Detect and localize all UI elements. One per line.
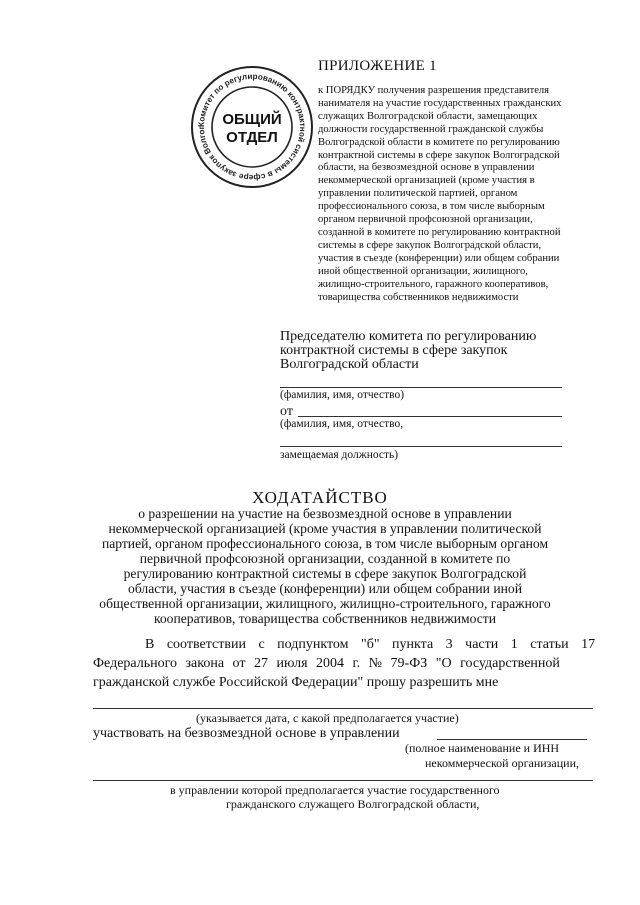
- appendix-line: некоммерческой организацией (кроме участия в: [318, 175, 535, 187]
- petition-subject: [60, 506, 590, 626]
- subject-line: общественной организации, жилищного, жилищно-строительного, гаражного: [99, 596, 551, 611]
- body-line-1: В соответствии с подпунктом "б" пункта 3 части 1 статьи 17: [145, 637, 596, 652]
- appendix-line: профессионального союза, в том числе выборным: [318, 201, 545, 213]
- subject-line: области, участия в съезде (конференции) или общем собрании иной: [128, 581, 522, 596]
- appendix-line: Волгоградской области в комитете по регулированию: [318, 136, 560, 148]
- applicant-name-field[interactable]: [298, 416, 562, 417]
- appendix-reference: [318, 85, 618, 304]
- general-department-stamp: [187, 62, 317, 192]
- addressee-line: Председателю комитета по регулированию: [280, 329, 537, 344]
- from-label: от: [280, 404, 293, 419]
- appendix-line: области, на безвозмездной основе в управлении: [318, 162, 535, 174]
- subject-line: о разрешении на участие на безвозмездной основе в управлении: [138, 506, 512, 521]
- organization-name-field[interactable]: [437, 739, 587, 740]
- applicant-position-caption: замещаемая должность): [280, 449, 399, 461]
- appendix-line: жилищно-строительного, гаражного кооперативов,: [318, 278, 549, 290]
- addressee-name-caption: (фамилия, имя, отчество): [280, 389, 405, 401]
- body-line-3: гражданской службе Российской Федерации" прошу разрешить мне: [93, 675, 499, 690]
- participate-text: участвовать на безвозмездной основе в управлении: [93, 726, 400, 741]
- org-caption-2: некоммерческой организации,: [425, 756, 580, 770]
- appendix-line: созданной в комитете по регулированию контрактной: [318, 226, 561, 238]
- document-title: ХОДАТАЙСТВО: [252, 488, 388, 507]
- bottom-caption-2: гражданского служащего Волгоградской области,: [226, 797, 480, 811]
- subject-line: регулированию контрактной системы в сфере закупок Волгоградской: [123, 566, 527, 581]
- addressee-block: [280, 330, 600, 372]
- stamp-ring-text: Комитет по регулированию контрактной системы в сфере закупок Волгог: [196, 71, 308, 183]
- addressee-line: контрактной системы в сфере закупок: [280, 343, 508, 358]
- appendix-line: участия в съезде (конференции) или общем собрании: [318, 252, 560, 264]
- appendix-line: системы в сфере закупок Волгоградской области,: [318, 239, 542, 251]
- subject-line: некоммерческой организацией (кроме участия в управлении политической: [108, 521, 542, 536]
- subject-line: первичной профсоюзной организации, созданной в комитете по: [139, 551, 511, 566]
- subject-line: партией, органом профессионального союза, в том числе выборным органом: [101, 536, 549, 551]
- appendix-line: органом первичной профсоюзной организации,: [318, 214, 533, 226]
- appendix-line: к ПОРЯДКУ получения разрешения представителя: [318, 85, 550, 96]
- appendix-line: товарищества собственников недвижимости: [318, 291, 519, 303]
- appendix-line: служащих Волгоградской области, замещающих: [318, 110, 538, 122]
- organization-details-field[interactable]: [93, 780, 593, 781]
- appendix-line: иной общественной организации, жилищного,: [318, 265, 528, 277]
- appendix-line: управлении политической партией, органом: [318, 188, 518, 200]
- appendix-line: должности государственной гражданской службы: [318, 123, 544, 135]
- date-caption: (указывается дата, с какой предполагается участие): [196, 711, 459, 725]
- subject-line: кооперативов, товарищества собственников недвижимости: [153, 611, 497, 626]
- stamp-center-line2: ОТДЕЛ: [226, 129, 278, 146]
- appendix-line: нанимателя на участие государственных гражданских: [318, 97, 562, 109]
- applicant-position-field[interactable]: [280, 446, 562, 447]
- addressee-line: Волгоградской области: [280, 357, 419, 372]
- appendix-title: ПРИЛОЖЕНИЕ 1: [318, 58, 437, 74]
- applicant-name-caption: (фамилия, имя, отчество,: [280, 418, 404, 430]
- participation-date-field[interactable]: [93, 708, 593, 709]
- addressee-name-field[interactable]: [280, 387, 562, 388]
- bottom-caption-1: в управлении которой предполагается участие государственного: [170, 783, 500, 797]
- stamp-center-line1: ОБЩИЙ: [222, 111, 282, 128]
- appendix-line: контрактной системы в сфере закупок Волгоградской: [318, 149, 560, 161]
- org-caption-1: (полное наименование и ИНН: [405, 741, 560, 755]
- body-line-2: Федерального закона от 27 июля 2004 г. № 79-ФЗ "О государственной: [93, 656, 560, 671]
